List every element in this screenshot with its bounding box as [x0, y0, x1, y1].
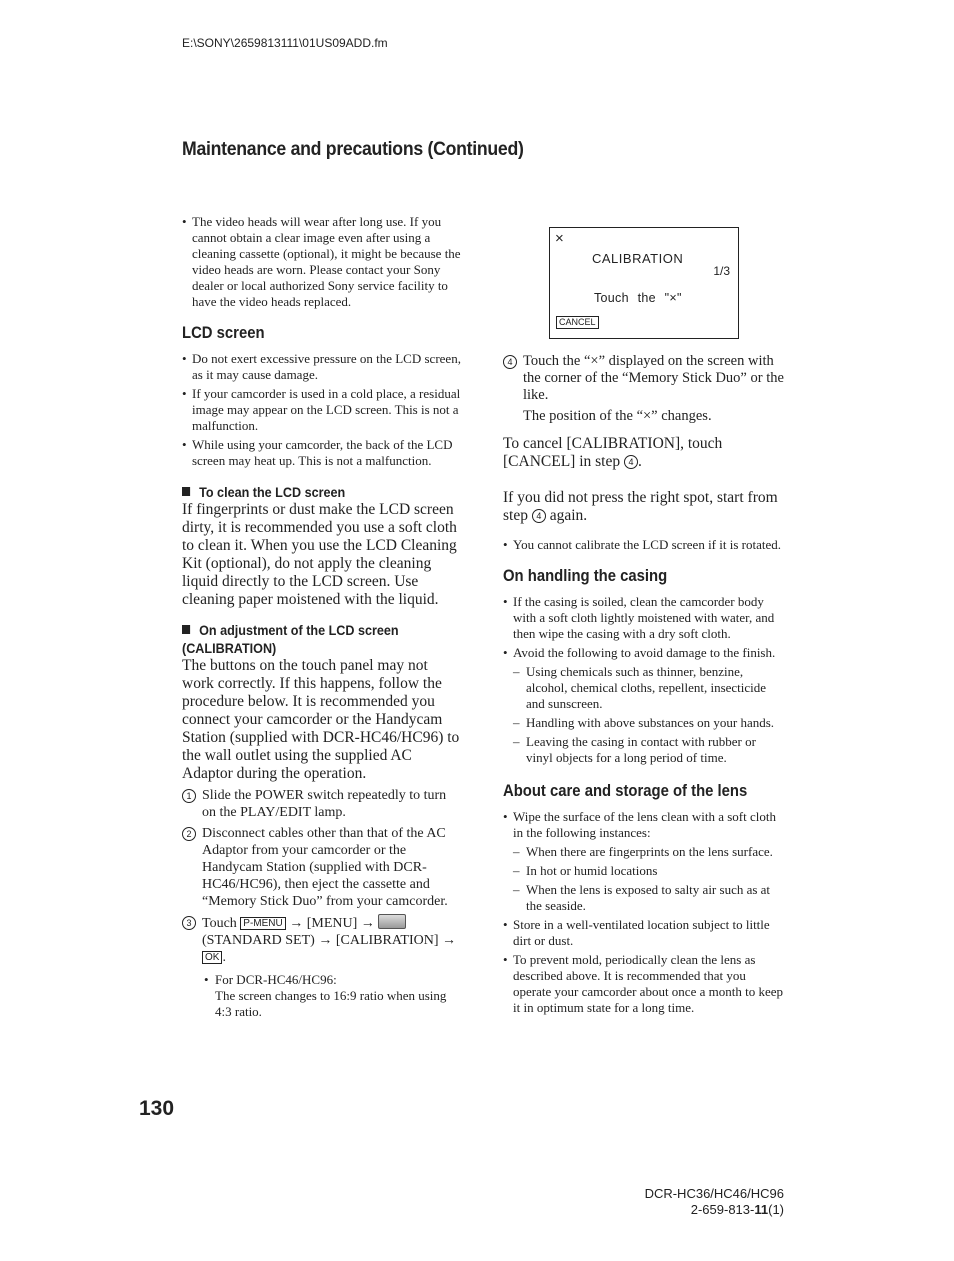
calibration-text: The buttons on the touch panel may not work correctly. If this happens, follow the procedure below. It is recommended you connect your camcorder or the Handycam Station (supplied with DCR-HC46/HC96) to the wall outlet using the supplied AC Adaptor during the operation. [182, 657, 460, 782]
page-number: 130 [139, 1097, 175, 1120]
step-1 [182, 787, 462, 821]
arrow-icon: → [318, 933, 333, 948]
lens-dash-item: – When there are fingerprints on the lens surface. [503, 844, 785, 860]
cancel-calibration-text [503, 435, 785, 471]
screen-title: CALIBRATION [592, 251, 684, 266]
product-code [645, 1202, 784, 1218]
lens-bullet: • To prevent mold, periodically clean the lens as described above. It is recommended that you operate your camcorder about once a month to keep it in optimum state for a long time. [503, 952, 785, 1016]
step-3 [182, 914, 462, 966]
casing-dash-item: – Handling with above substances on your hands. [503, 715, 785, 731]
model-info [645, 1186, 784, 1218]
arrow-icon: → [289, 916, 304, 931]
hc46-note [204, 972, 462, 1020]
calibration-note: • You cannot calibrate the LCD screen if it is rotated. [503, 537, 785, 553]
calibration-heading-text: On adjustment of the LCD screen (CALIBRATION) [182, 622, 399, 656]
section-title: Maintenance and precautions (Continued) [182, 139, 524, 160]
retry-text [503, 489, 785, 525]
step-3-menu: [MENU] [306, 916, 358, 931]
period: . [222, 950, 226, 965]
lens-dash-item: – In hot or humid locations [503, 863, 785, 879]
step-3-touch: Touch [202, 916, 237, 931]
note-text: The screen changes to 16:9 ratio when using 4:3 ratio. [215, 988, 447, 1019]
code-bold: 11 [754, 1202, 769, 1217]
step-number: 2 [182, 827, 196, 841]
lens-bullet: • Wipe the surface of the lens clean with a soft cloth in the following instances: [503, 809, 785, 841]
casing-bullet: • Avoid the following to avoid damage to the finish. [503, 645, 785, 661]
left-column [182, 214, 462, 1020]
retry-text-b: again. [549, 507, 588, 524]
square-bullet-icon [182, 625, 190, 634]
code-suffix: (1) [768, 1202, 784, 1217]
casing-heading: On handling the casing [503, 567, 668, 585]
lcd-bullet: • If your camcorder is used in a cold place, a residual image may appear on the LCD screen. This is not a malfunction. [182, 386, 462, 434]
step-2 [182, 825, 462, 910]
note-title: • For DCR-HC46/HC96: [215, 972, 337, 987]
model-name: DCR-HC36/HC46/HC96 [644, 1186, 784, 1201]
file-path: E:\SONY\2659813111\01US09ADD.fm [182, 36, 388, 50]
video-heads-bullet: • The video heads will wear after long use. If you cannot obtain a clear image even after using a cleaning cassette (optional), it might be because the video heads are worn. Please contact your Sony dealer or local authorized Sony service facility to have the video heads replaced. [182, 214, 462, 310]
step-number: 4 [503, 355, 517, 369]
ok-button-label: OK [202, 951, 222, 964]
cancel-text-b: . [637, 453, 642, 470]
p-menu-button-label: P-MENU [240, 917, 285, 930]
lcd-bullet: • While using your camcorder, the back of the LCD screen may heat up. This is not a malfunction. [182, 437, 462, 469]
step-number: 4 [624, 455, 638, 469]
right-column [503, 227, 785, 1019]
screen-cancel-button: CANCEL [556, 316, 599, 329]
arrow-icon: → [360, 916, 375, 931]
step-3-standard: (STANDARD SET) [202, 933, 315, 948]
clean-lcd-text: If fingerprints or dust make the LCD screen dirty, it is recommended you use a soft cloth to clean it. When you use the LCD Cleaning Kit (optional), do not apply the cleaning liquid directly to the LCD screen. Use cleaning paper moistened with the liquid. [182, 501, 457, 608]
code-prefix: 2-659-813- [690, 1202, 755, 1217]
calibration-screen-illustration [549, 227, 739, 339]
lens-bullet: • Store in a well-ventilated location subject to little dirt or dust. [503, 917, 785, 949]
cancel-text-a: To cancel [CALIBRATION], touch [CANCEL] in step [503, 435, 723, 470]
close-icon: × [555, 230, 564, 247]
lens-dash-item: – When the lens is exposed to salty air such as at the seaside. [503, 882, 785, 914]
step-number: 4 [532, 509, 546, 523]
retry-text-a: If you did not press the right spot, start from step [503, 489, 778, 524]
step-4-text: Touch the “×” displayed on the screen with the corner of the “Memory Stick Duo” or the like. [523, 353, 784, 403]
step-number: 3 [182, 916, 196, 930]
square-bullet-icon [182, 487, 190, 496]
arrow-icon: → [441, 933, 456, 948]
step-4-subtext: The position of the “×” changes. [523, 408, 712, 424]
lens-heading: About care and storage of the lens [503, 782, 748, 800]
casing-bullet: • If the casing is soiled, clean the camcorder body with a soft cloth lightly moistened with water, and then wipe the casing with a dry soft cloth. [503, 594, 785, 642]
screen-instruction: Touch the "×" [594, 291, 682, 305]
lcd-screen-heading: LCD screen [182, 324, 265, 342]
step-1-text: Slide the POWER switch repeatedly to turn on the PLAY/EDIT lamp. [202, 788, 447, 820]
lcd-bullet: • Do not exert excessive pressure on the LCD screen, as it may cause damage. [182, 351, 462, 383]
step-4 [503, 353, 785, 425]
casing-dash-item: – Leaving the casing in contact with rubber or vinyl objects for a long period of time. [503, 734, 785, 766]
screen-page-indicator: 1/3 [713, 264, 730, 278]
step-2-text: Disconnect cables other than that of the AC Adaptor from your camcorder or the Handycam Station (supplied with DCR-HC46/HC96), then eject the cassette and “Memory Stick Duo” from your camcorder. [202, 826, 448, 909]
toolbox-icon [378, 914, 406, 929]
step-number: 1 [182, 789, 196, 803]
clean-lcd-heading-text: To clean the LCD screen [199, 484, 346, 500]
casing-dash-item: – Using chemicals such as thinner, benzine, alcohol, chemical cloths, repellent, insecticide and sunscreen. [503, 664, 785, 712]
step-3-calibration: [CALIBRATION] [335, 933, 439, 948]
clean-lcd-heading [182, 483, 434, 501]
calibration-heading [182, 621, 434, 657]
